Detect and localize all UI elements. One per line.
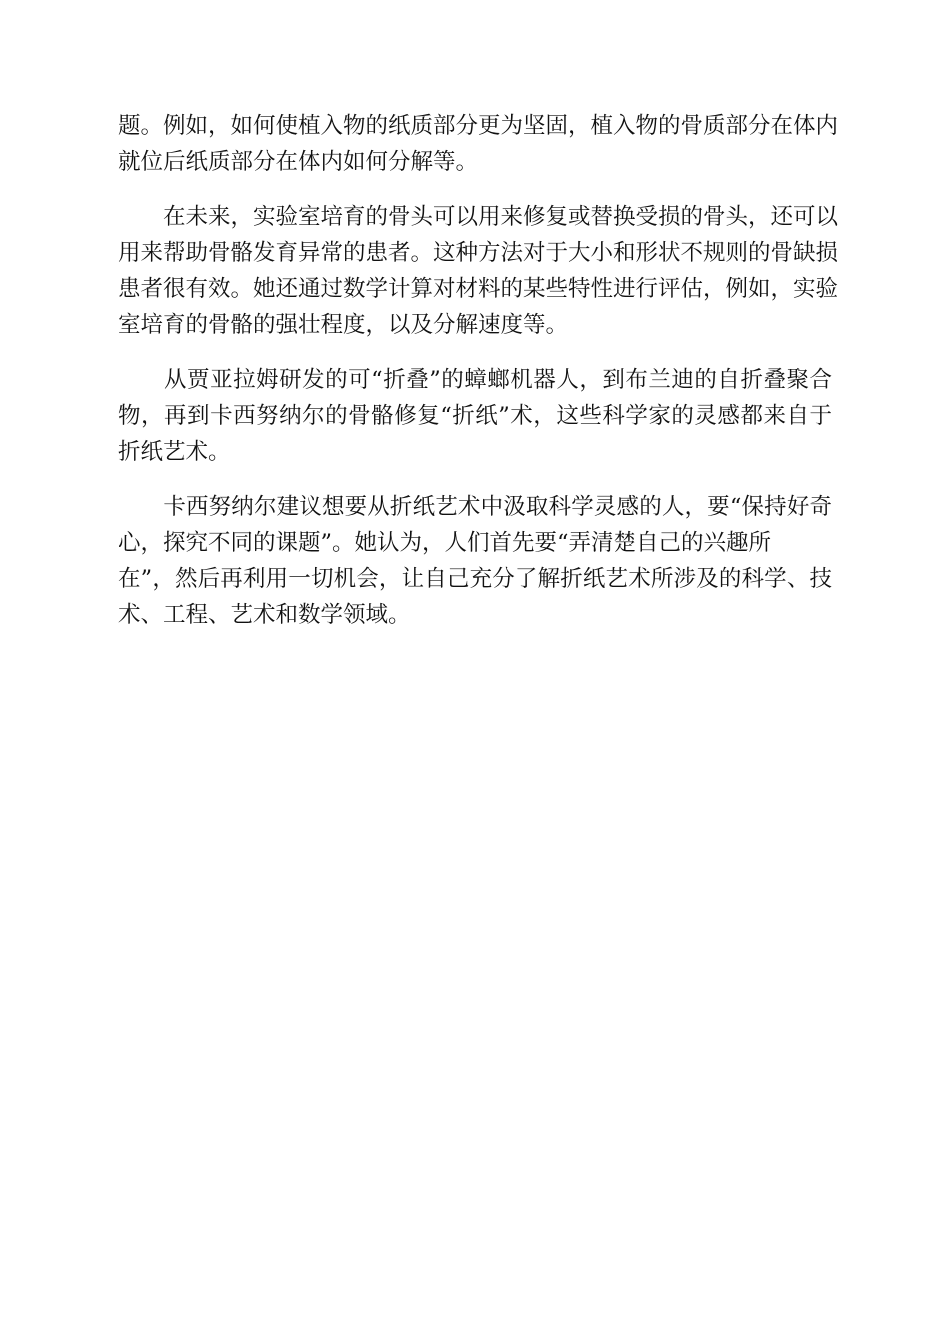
text-line: 在”，然后再利用一切机会，让自己充分了解折纸艺术所涉及的科学、技 <box>118 566 832 592</box>
text-line: 卡西努纳尔建议想要从折纸艺术中汲取科学灵感的人，要“保持好奇 <box>118 494 832 520</box>
text-line: 术、工程、艺术和数学领域。 <box>118 602 411 628</box>
text-line: 心，探究不同的课题”。她认为，人们首先要“弄清楚自己的兴趣所 <box>118 530 772 556</box>
text-line: 折纸艺术。 <box>118 439 231 465</box>
paragraph-spacing <box>118 180 832 199</box>
paragraph-1 <box>118 108 839 180</box>
text-line: 用来帮助骨骼发育异常的患者。这种方法对于大小和形状不规则的骨缺损 <box>118 240 839 266</box>
text-line: 室培育的骨骼的强壮程度，以及分解速度等。 <box>118 312 569 338</box>
text-line: 从贾亚拉姆研发的可“折叠”的蟑螂机器人，到布兰迪的自折叠聚合 <box>118 367 832 393</box>
paragraph-2 <box>118 199 839 343</box>
paragraph-spacing <box>118 343 832 362</box>
paragraph-spacing <box>118 470 832 489</box>
text-line: 在未来，实验室培育的骨头可以用来修复或替换受损的骨头，还可以 <box>118 204 839 230</box>
paragraph-4 <box>118 489 832 633</box>
article-body <box>118 108 839 633</box>
text-line: 题。例如，如何使植入物的纸质部分更为坚固，植入物的骨质部分在体内 <box>118 113 839 139</box>
text-line: 物，再到卡西努纳尔的骨骼修复“折纸”术，这些科学家的灵感都来自于 <box>118 403 832 429</box>
paragraph-3 <box>118 362 832 470</box>
text-line: 就位后纸质部分在体内如何分解等。 <box>118 149 479 175</box>
text-line: 患者很有效。她还通过数学计算对材料的某些特性进行评估，例如，实验 <box>118 276 839 302</box>
